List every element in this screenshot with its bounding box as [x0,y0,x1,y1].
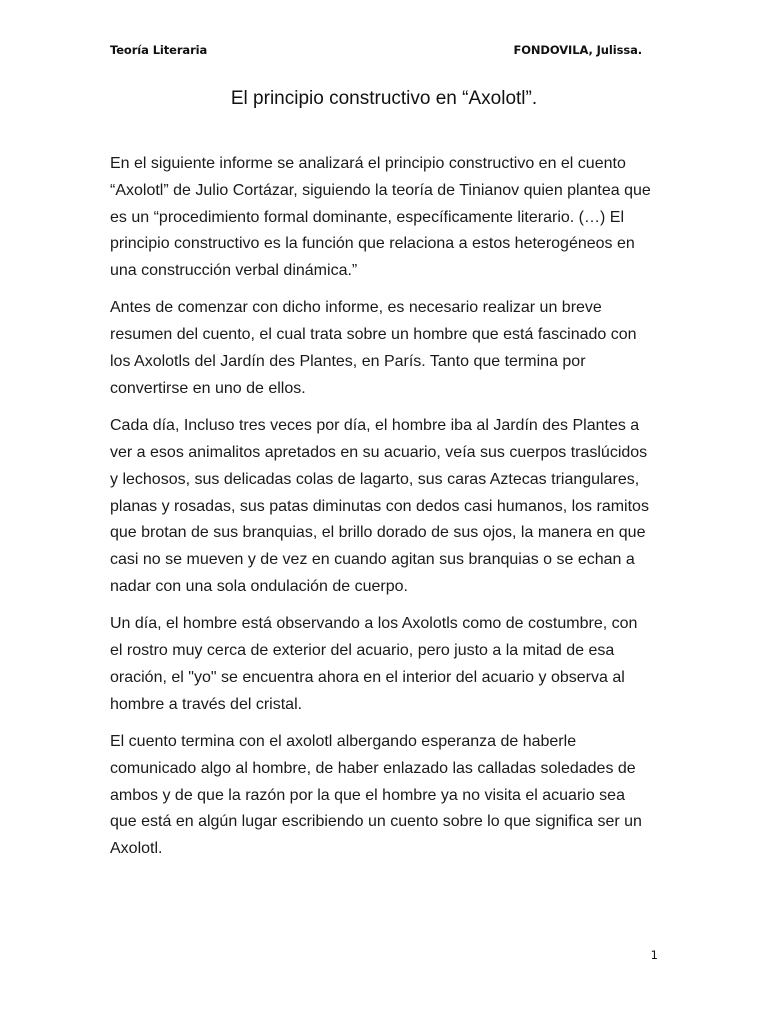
page-number: 1 [650,948,658,962]
document-body [110,151,660,873]
document-title: El principio constructivo en “Axolotl”. [230,88,538,109]
paragraph-daily-visits: Cada día, Incluso tres veces por día, el hombre iba al Jardín des Plantes a ver a esos animalitos apretados en su acuario, veía sus cuerpos traslúcidos y lechosos, sus delicadas colas de lagarto, sus caras Aztecas triangulares, planas y rosadas, sus patas diminutas con dedos casi humanos, los ramitos que brotan de sus branquias, el brillo dorado de sus ojos, la manera en que casi no se mueven y de vez en cuando agitan sus branquias o se echan a nadar con una sola ondulación de cuerpo. [110,417,649,595]
paragraph-summary: Antes de comenzar con dicho informe, es necesario realizar un breve resumen del cuento, el cual trata sobre un hombre que está fascinado con los Axolotls del Jardín des Plantes, en París. Tanto que termina por convertirse en uno de ellos. [110,299,637,397]
header-course-name: Teoría Literaria [110,43,208,57]
paragraph-ending: El cuento termina con el axolotl albergando esperanza de haberle comunicado algo al hombre, de haber enlazado las calladas soledades de ambos y de que la razón por la que el hombre ya no visita el acuario sea que está en algún lugar escribiendo un cuento sobre lo que significa ser un Axolotl. [110,732,642,858]
header-author-name: FONDOVILA, Julissa. [513,43,642,57]
paragraph-transformation: Un día, el hombre está observando a los Axolotls como de costumbre, con el rostro muy cerca de exterior del acuario, pero justo a la mitad de esa oración, el "yo" se encuentra ahora en el interior del acuario y observa al hombre a través del cristal. [110,615,638,713]
paragraph-intro: En el siguiente informe se analizará el principio constructivo en el cuento “Axolotl” de Julio Cortázar, siguiendo la teoría de Tinianov quien plantea que es un “procedimiento formal dominante, específicamente literario. (…) El principio constructivo es la función que relaciona a estos heterogéneos en una construcción verbal dinámica.” [110,155,651,280]
